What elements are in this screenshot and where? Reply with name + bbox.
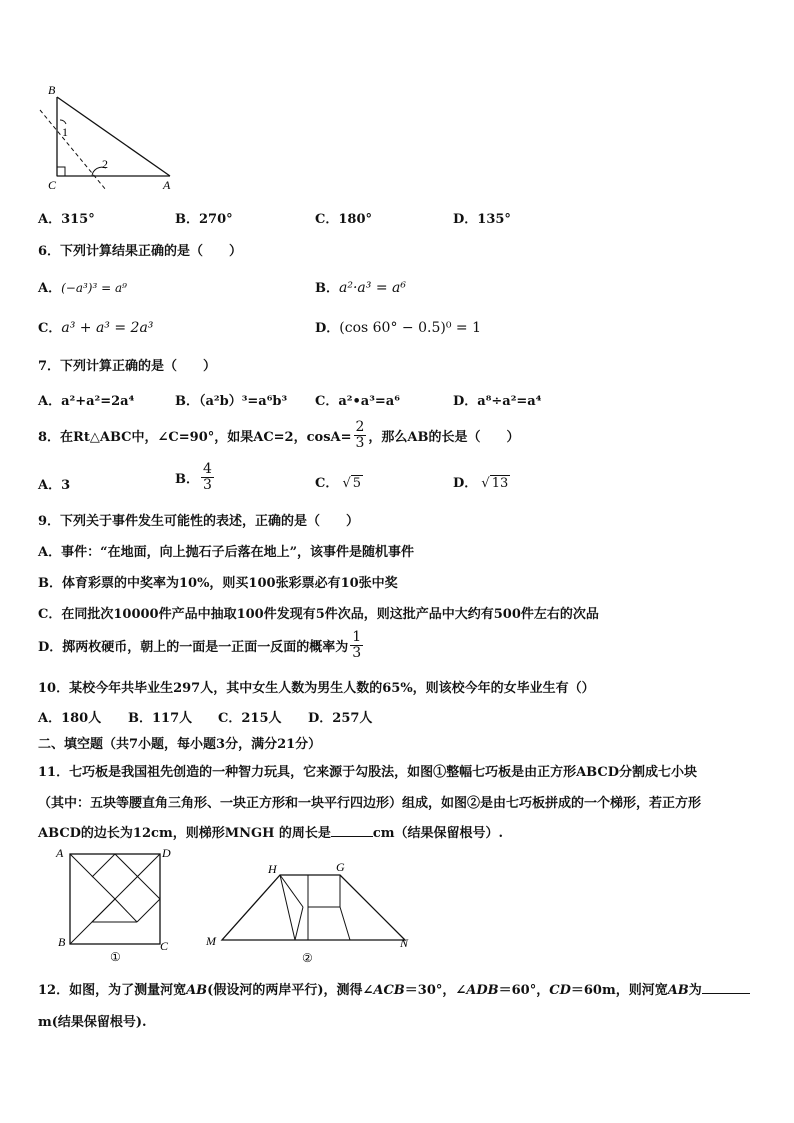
q9-option-d xyxy=(38,630,365,661)
q6-a-label: A． xyxy=(38,281,62,296)
trap-caption: ② xyxy=(302,951,313,965)
q10-option-d: D．257人 xyxy=(308,711,373,726)
q5-option-b: B．270° xyxy=(175,212,233,227)
q8-d-label: D． xyxy=(453,476,478,491)
q12-line-2: m(结果保留根号). xyxy=(38,1015,147,1030)
q8-d-radicand: 13 xyxy=(491,476,509,491)
q11-answer-blank[interactable] xyxy=(331,825,373,837)
q11-line-3-pre: ABCD的边长为12cm，则梯形MNGH 的周长是 xyxy=(38,826,331,841)
q8-b-num: 4 xyxy=(203,461,212,477)
q12-acb: ACB xyxy=(373,983,405,998)
q8-stem xyxy=(38,420,520,451)
q6-option-b xyxy=(315,277,406,296)
q8-b-label: B． xyxy=(175,472,199,487)
q8-option-b xyxy=(175,462,216,493)
q12-ab-2: AB xyxy=(667,983,689,998)
q12-text-6: 为 xyxy=(688,983,702,998)
q9-d-text: D．掷两枚硬币，朝上的一面是一正面一反面的概率为 xyxy=(38,640,349,655)
q6-d-label: D． xyxy=(315,321,340,336)
trap-label-M: M xyxy=(206,934,216,948)
q10-option-a: A．180人 xyxy=(38,711,102,726)
sq-label-B: B xyxy=(58,935,66,949)
q12-text-2: (假设河的两岸平行)，测得∠ xyxy=(207,983,374,998)
q5-option-d: D．135° xyxy=(453,212,511,227)
q8-option-c xyxy=(315,472,363,491)
q6-stem: 6．下列计算结果正确的是（ ） xyxy=(38,244,243,259)
q7-option-d: D．a⁸÷a²=a⁴ xyxy=(453,394,542,409)
q12-text-4: ＝60°， xyxy=(498,983,550,998)
q12-line-1 xyxy=(38,979,750,998)
q8-option-d xyxy=(453,472,510,491)
q8-stem-post: ，那么AB的长是（ ） xyxy=(368,430,520,445)
label-angle-2: 2 xyxy=(102,157,108,171)
q5-option-c: C．180° xyxy=(315,212,372,227)
q8-c-label: C． xyxy=(315,476,339,491)
label-C: C xyxy=(48,178,57,192)
q9-option-c: C．在同批次10000件产品中抽取100件发现有5件次品，则这批产品中大约有500件左右的次品 xyxy=(38,607,599,622)
q12-text-1: 12．如图，为了测量河宽 xyxy=(38,983,187,998)
q6-c-expr: a³ + a³ = 2a³ xyxy=(61,320,154,336)
q8-b-den: 3 xyxy=(203,477,212,493)
q12-cd: CD xyxy=(549,983,571,998)
trap-label-N: N xyxy=(400,936,409,950)
q6-b-expr: a²·a³ = a⁶ xyxy=(339,280,406,296)
tangram-trapezoid-figure xyxy=(200,855,420,967)
q8-d-sqrt: √ 13 xyxy=(481,476,509,491)
q8-cos-fraction xyxy=(354,420,367,451)
label-A: A xyxy=(163,178,171,192)
q12-answer-blank[interactable] xyxy=(702,982,750,994)
q11-line-3 xyxy=(38,822,503,841)
q12-adb: ADB xyxy=(466,983,499,998)
q6-option-c xyxy=(38,317,153,336)
q7-option-a: A．a²+a²=2a⁴ xyxy=(38,394,135,409)
q6-a-expr: (−a³)³ = a⁹ xyxy=(61,281,127,295)
q11-line-1: 11．七巧板是我国祖先创造的一种智力玩具，它来源于勾股法，如图①整幅七巧板是由正方形ABCD分割成七小块 xyxy=(38,765,698,780)
sq-label-D: D xyxy=(162,846,171,860)
q8-stem-pre: 8．在Rt△ABC中，∠C=90°，如果AC=2，cosA= xyxy=(38,430,352,445)
q7-stem: 7．下列计算正确的是（ ） xyxy=(38,359,217,374)
trap-label-G: G xyxy=(336,860,345,874)
q11-line-2: （其中：五块等腰直角三角形、一块正方形和一块平行四边形）组成，如图②是由七巧板拼成的一个梯形，若正方形 xyxy=(38,796,702,811)
q6-d-expr: (cos 60° − 0.5)⁰ = 1 xyxy=(339,320,481,336)
q7-option-c: C．a²•a³=a⁶ xyxy=(315,394,400,409)
q10-option-c: C．215人 xyxy=(218,711,282,726)
q10-stem: 10．某校今年共毕业生297人，其中女生人数为男生人数的65%，则该校今年的女毕业生有（） xyxy=(38,681,595,696)
q9-d-den: 3 xyxy=(352,645,362,661)
q9-d-num: 1 xyxy=(352,629,362,645)
section-2-heading: 二、填空题（共7小题，每小题3分，满分21分） xyxy=(38,737,322,752)
sq-label-A: A xyxy=(56,846,64,860)
q6-b-label: B． xyxy=(315,281,339,296)
q9-option-a: A．事件：“在地面，向上抛石子后落在地上”，该事件是随机事件 xyxy=(38,545,415,560)
triangle-figure xyxy=(30,80,180,192)
q6-option-a xyxy=(38,277,127,296)
q6-c-label: C． xyxy=(38,321,62,336)
q7-option-b: B．（a²b）³=a⁶b³ xyxy=(175,394,288,409)
q12-text-3: ＝30°，∠ xyxy=(404,983,467,998)
q9-d-fraction xyxy=(350,630,363,661)
q11-line-3-post: cm（结果保留根号）. xyxy=(372,826,504,841)
trap-label-H: H xyxy=(268,862,277,876)
q10-option-b: B．117人 xyxy=(128,711,193,726)
q8-frac-num: 2 xyxy=(355,419,365,435)
q9-stem: 9．下列关于事件发生可能性的表述，正确的是（ ） xyxy=(38,514,360,529)
label-angle-1: 1 xyxy=(62,125,68,139)
q8-c-radicand: 5 xyxy=(352,476,362,491)
tangram-square-figure xyxy=(50,843,180,965)
label-B: B xyxy=(48,83,56,97)
sq-label-C: C xyxy=(160,939,169,953)
q12-ab: AB xyxy=(186,983,208,998)
q8-b-fraction xyxy=(201,462,214,493)
q9-option-b: B．体育彩票的中奖率为10%，则买100张彩票必有10张中奖 xyxy=(38,576,398,591)
q6-option-d xyxy=(315,317,481,336)
q8-option-a: A．3 xyxy=(38,478,71,493)
q12-text-5: ＝60m，则河宽 xyxy=(570,983,668,998)
q8-c-sqrt: √ 5 xyxy=(342,476,362,491)
q8-frac-den: 3 xyxy=(355,435,365,451)
q5-option-a: A．315° xyxy=(38,212,95,227)
sq-caption: ① xyxy=(110,950,121,964)
